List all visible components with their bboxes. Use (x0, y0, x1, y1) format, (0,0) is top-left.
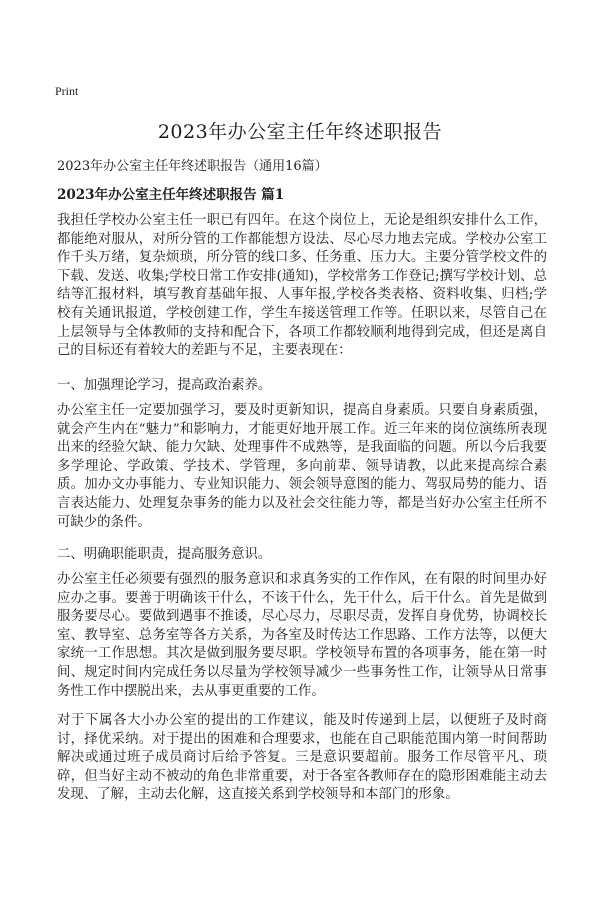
body-paragraph-1: 我担任学校办公室主任一职已有四年。在这个岗位上，无论是组织安排什么工作，都能绝对服从，对所分管的工作都能想方设法、尽心尽力地去完成。学校办公室工作千头万绪，复杂烦琐，所分管的线口多、任务重、压力大。主要分管学校文件的下载、发送、收集;学校日常工作安排(通知)，学校常务工作登记;撰写学校计划、总结等汇报材料，填写教育基础年报、人事年报,学校各类表格、资料收集、归档;学校有关通讯报道，学校创建工作，学生车接送管理工作等。任职以来，尽管自己在上层领导与全体教师的支持和配合下，各项工作都较顺利地得到完成，但还是离自己的目标还有着较大的差距与不足，主要表现在： (57, 213, 547, 359)
body-paragraph-3: 办公室主任必须要有强烈的服务意识和求真务实的工作作风，在有限的时间里办好应办之事。要善于明确该干什么，不该干什么，先干什么，后干什么。首先是做到服务要尽心。要做到遇事不推诿，尽心尽力，尽职尽责，发挥自身优势，协调校长室、教导室、总务室等各方关系，为各室及时传达工作思路、工作方法等，以便大家统一工作思想。其次是做到服务要尽职。学校领导布置的各项事务，能在第一时间、规定时间内完成任务以尽量为学校领导减少一些事务性工作，让领导从日常事务性工作中摆脱出来，去从事更重要的工作。 (57, 572, 547, 699)
section-heading: 2023年办公室主任年终述职报告 篇1 (57, 187, 285, 203)
document-subtitle: 2023年办公室主任年终述职报告（通用16篇） (57, 159, 328, 174)
page-title: 2023年办公室主任年终述职报告 (157, 121, 443, 143)
body-paragraph-2: 办公室主任一定要加强学习，要及时更新知识，提高自身素质。只要自身素质强，就会产生内在“魅力”和影响力，才能更好地开展工作。近三年来的岗位演练所表现出来的经验欠缺、能力欠缺、处理事件不成熟等，是我面临的问题。所以今后我要多学理论、学政策、学技术、学管理，多向前辈、领导请教，以此来提高综合素质。加办文办事能力、专业知识能力、领会领导意图的能力、驾驭局势的能力、语言表达能力、处理复杂事务的能力以及社会交往能力等，都是当好办公室主任所不可缺少的条件。 (57, 403, 547, 530)
sub-heading-1: 一、加强理论学习，提高政治素养。 (57, 378, 272, 393)
body-paragraph-4: 对于下属各大小办公室的提出的工作建议，能及时传递到上层，以便班子及时商讨，择优采纳。对于提出的困难和合理要求，也能在自己职能范围内第一时间帮助解决或通过班子成员商讨后给予答复。三是意识要超前。服务工作尽管平凡、琐碎，但当好主动不被动的角色非常重要，对于各室各教师存在的隐形困难能主动去发现、了解，主动去化解，这直接关系到学校领导和本部门的形象。 (57, 713, 547, 803)
sub-heading-2: 二、明确职能职责，提高服务意识。 (57, 547, 272, 562)
print-link[interactable]: Print (55, 84, 79, 98)
